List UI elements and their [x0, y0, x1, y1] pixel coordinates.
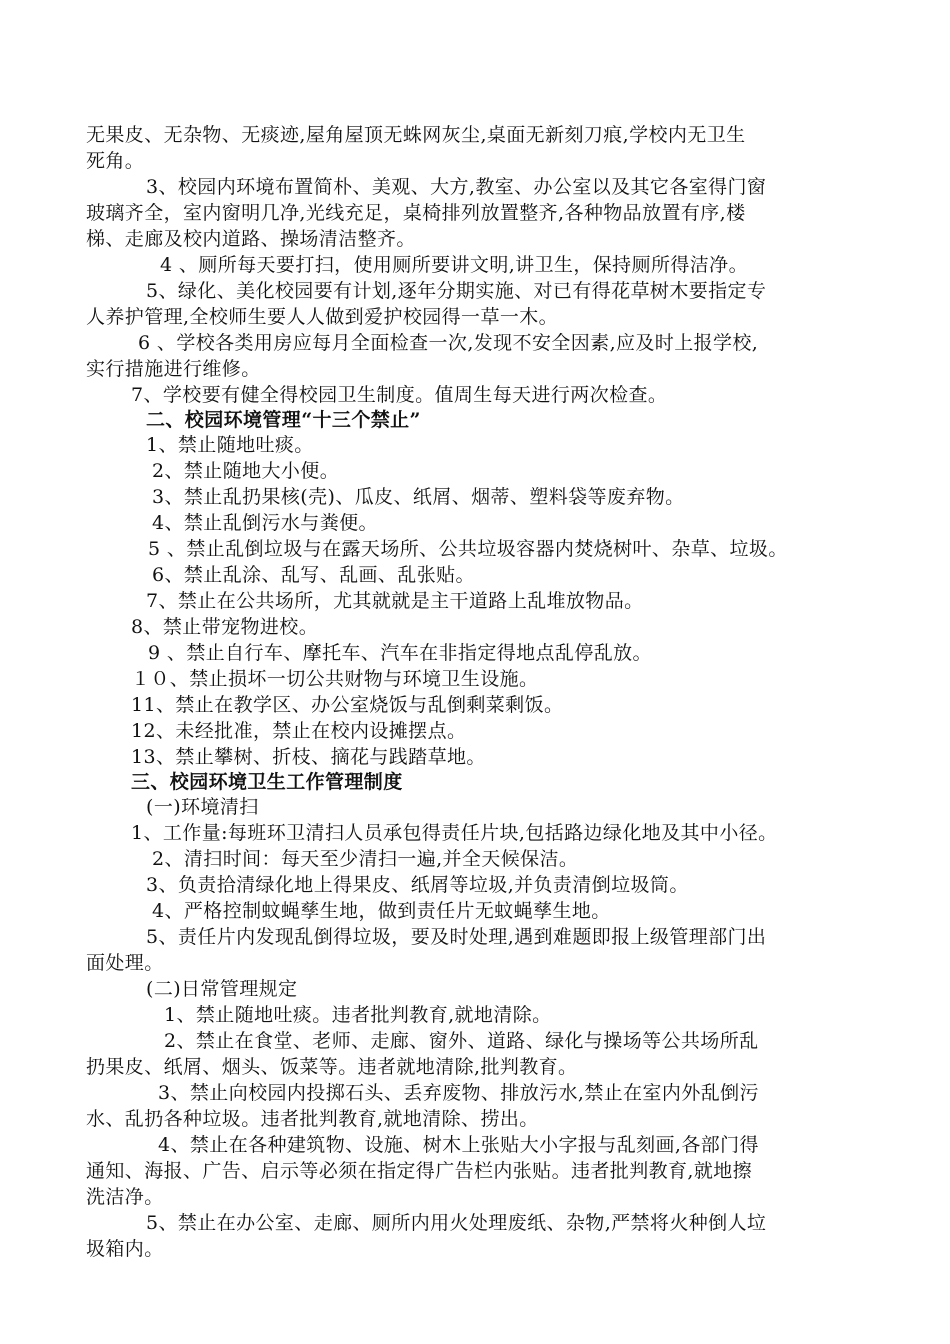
text-line: 6 、学校各类用房应每月全面检查一次,发现不安全因素,应及时上报学校, — [138, 332, 759, 354]
list-item: 8、禁止带宠物进校。 — [131, 616, 319, 638]
text-line: 通知、海报、广告、启示等必须在指定得广告栏内张贴。违者批判教育,就地擦 — [86, 1160, 753, 1182]
text-line: 7、学校要有健全得校园卫生制度。值周生每天进行两次检查。 — [131, 384, 668, 406]
list-item: 3、负责拾清绿化地上得果皮、纸屑等垃圾,并负责清倒垃圾筒。 — [146, 874, 689, 896]
list-item: 9 、禁止自行车、摩托车、汽车在非指定得地点乱停乱放。 — [148, 642, 652, 664]
text-line: 3、校园内环境布置简朴、美观、大方,教室、办公室以及其它各室得门窗 — [146, 176, 767, 198]
list-item: 2、禁止随地大小便。 — [152, 460, 340, 482]
list-item: 5、责任片内发现乱倒得垃圾，要及时处理,遇到难题即报上级管理部门出 — [146, 926, 767, 948]
list-item: 4、严格控制蚊蝇孳生地，做到责任片无蚊蝇孳生地。 — [152, 900, 611, 922]
text-line: 面处理。 — [86, 952, 164, 974]
list-item: 3、禁止乱扔果核(壳)、瓜皮、纸屑、烟蒂、塑料袋等废弃物。 — [152, 486, 685, 508]
list-item: 13、禁止攀树、折枝、摘花与践踏草地。 — [131, 746, 486, 768]
text-line: 死角。 — [86, 150, 145, 172]
text-line: 无果皮、无杂物、无痰迹,屋角屋顶无蛛网灰尘,桌面无新刻刀痕,学校内无卫生 — [86, 124, 746, 146]
section-heading: 三、校园环境卫生工作管理制度 — [131, 771, 403, 793]
text-line: 玻璃齐全，室内窗明几净,光线充足，桌椅排列放置整齐,各种物品放置有序,楼 — [86, 202, 746, 224]
text-line: 人养护管理,全校师生要人人做到爱护校园得一草一木。 — [86, 306, 559, 328]
subsection-heading: (二)日常管理规定 — [146, 978, 298, 1000]
list-item: 1、工作量:每班环卫清扫人员承包得责任片块,包括路边绿化地及其中小径。 — [131, 822, 778, 844]
section-heading: 二、校园环境管理“十三个禁止” — [146, 409, 421, 431]
list-item: 4、禁止乱倒污水与粪便。 — [152, 512, 378, 534]
list-item: 3、禁止向校园内投掷石头、丢弃废物、排放污水,禁止在室内外乱倒污 — [158, 1082, 759, 1104]
list-item: 2、禁止在食堂、老师、走廊、窗外、道路、绿化与操场等公共场所乱 — [164, 1030, 759, 1052]
text-line: 洗洁净。 — [86, 1186, 164, 1208]
text-line: 梯、走廊及校内道路、操场清洁整齐。 — [86, 228, 416, 250]
text-line: 圾箱内。 — [86, 1238, 164, 1260]
list-item: 5、禁止在办公室、走廊、厕所内用火处理废纸、杂物,严禁将火种倒人垃 — [146, 1212, 767, 1234]
list-item: 11、禁止在教学区、办公室烧饭与乱倒剩菜剩饭。 — [131, 694, 564, 716]
list-item: １０、禁止损坏一切公共财物与环境卫生设施。 — [131, 668, 539, 690]
text-line: 水、乱扔各种垃圾。违者批判教育,就地清除、捞出。 — [86, 1108, 539, 1130]
list-item: 12、未经批准，禁止在校内设摊摆点。 — [131, 720, 467, 742]
list-item: 7、禁止在公共场所，尤其就就是主干道路上乱堆放物品。 — [146, 590, 644, 612]
text-line: 5、绿化、美化校园要有计划,逐年分期实施、对已有得花草树木要指定专 — [146, 280, 767, 302]
list-item: 5 、禁止乱倒垃圾与在露天场所、公共垃圾容器内焚烧树叶、杂草、垃圾。 — [148, 538, 788, 560]
text-line: 实行措施进行维修。 — [86, 358, 261, 380]
list-item: 6、禁止乱涂、乱写、乱画、乱张贴。 — [152, 564, 475, 586]
text-line: 4 、厕所每天要打扫，使用厕所要讲文明,讲卫生，保持厕所得洁净。 — [160, 254, 748, 276]
subsection-heading: (一)环境清扫 — [146, 796, 259, 818]
list-item: 1、禁止随地吐痰。违者批判教育,就地清除。 — [164, 1004, 552, 1026]
list-item: 4、禁止在各种建筑物、设施、树木上张贴大小字报与乱刻画,各部门得 — [158, 1134, 759, 1156]
list-item: 2、清扫时间：每天至少清扫一遍,并全天候保洁。 — [152, 848, 579, 870]
list-item: 1、禁止随地吐痰。 — [146, 434, 314, 456]
text-line: 扔果皮、纸屑、烟头、饭菜等。违者就地清除,批判教育。 — [86, 1056, 578, 1078]
